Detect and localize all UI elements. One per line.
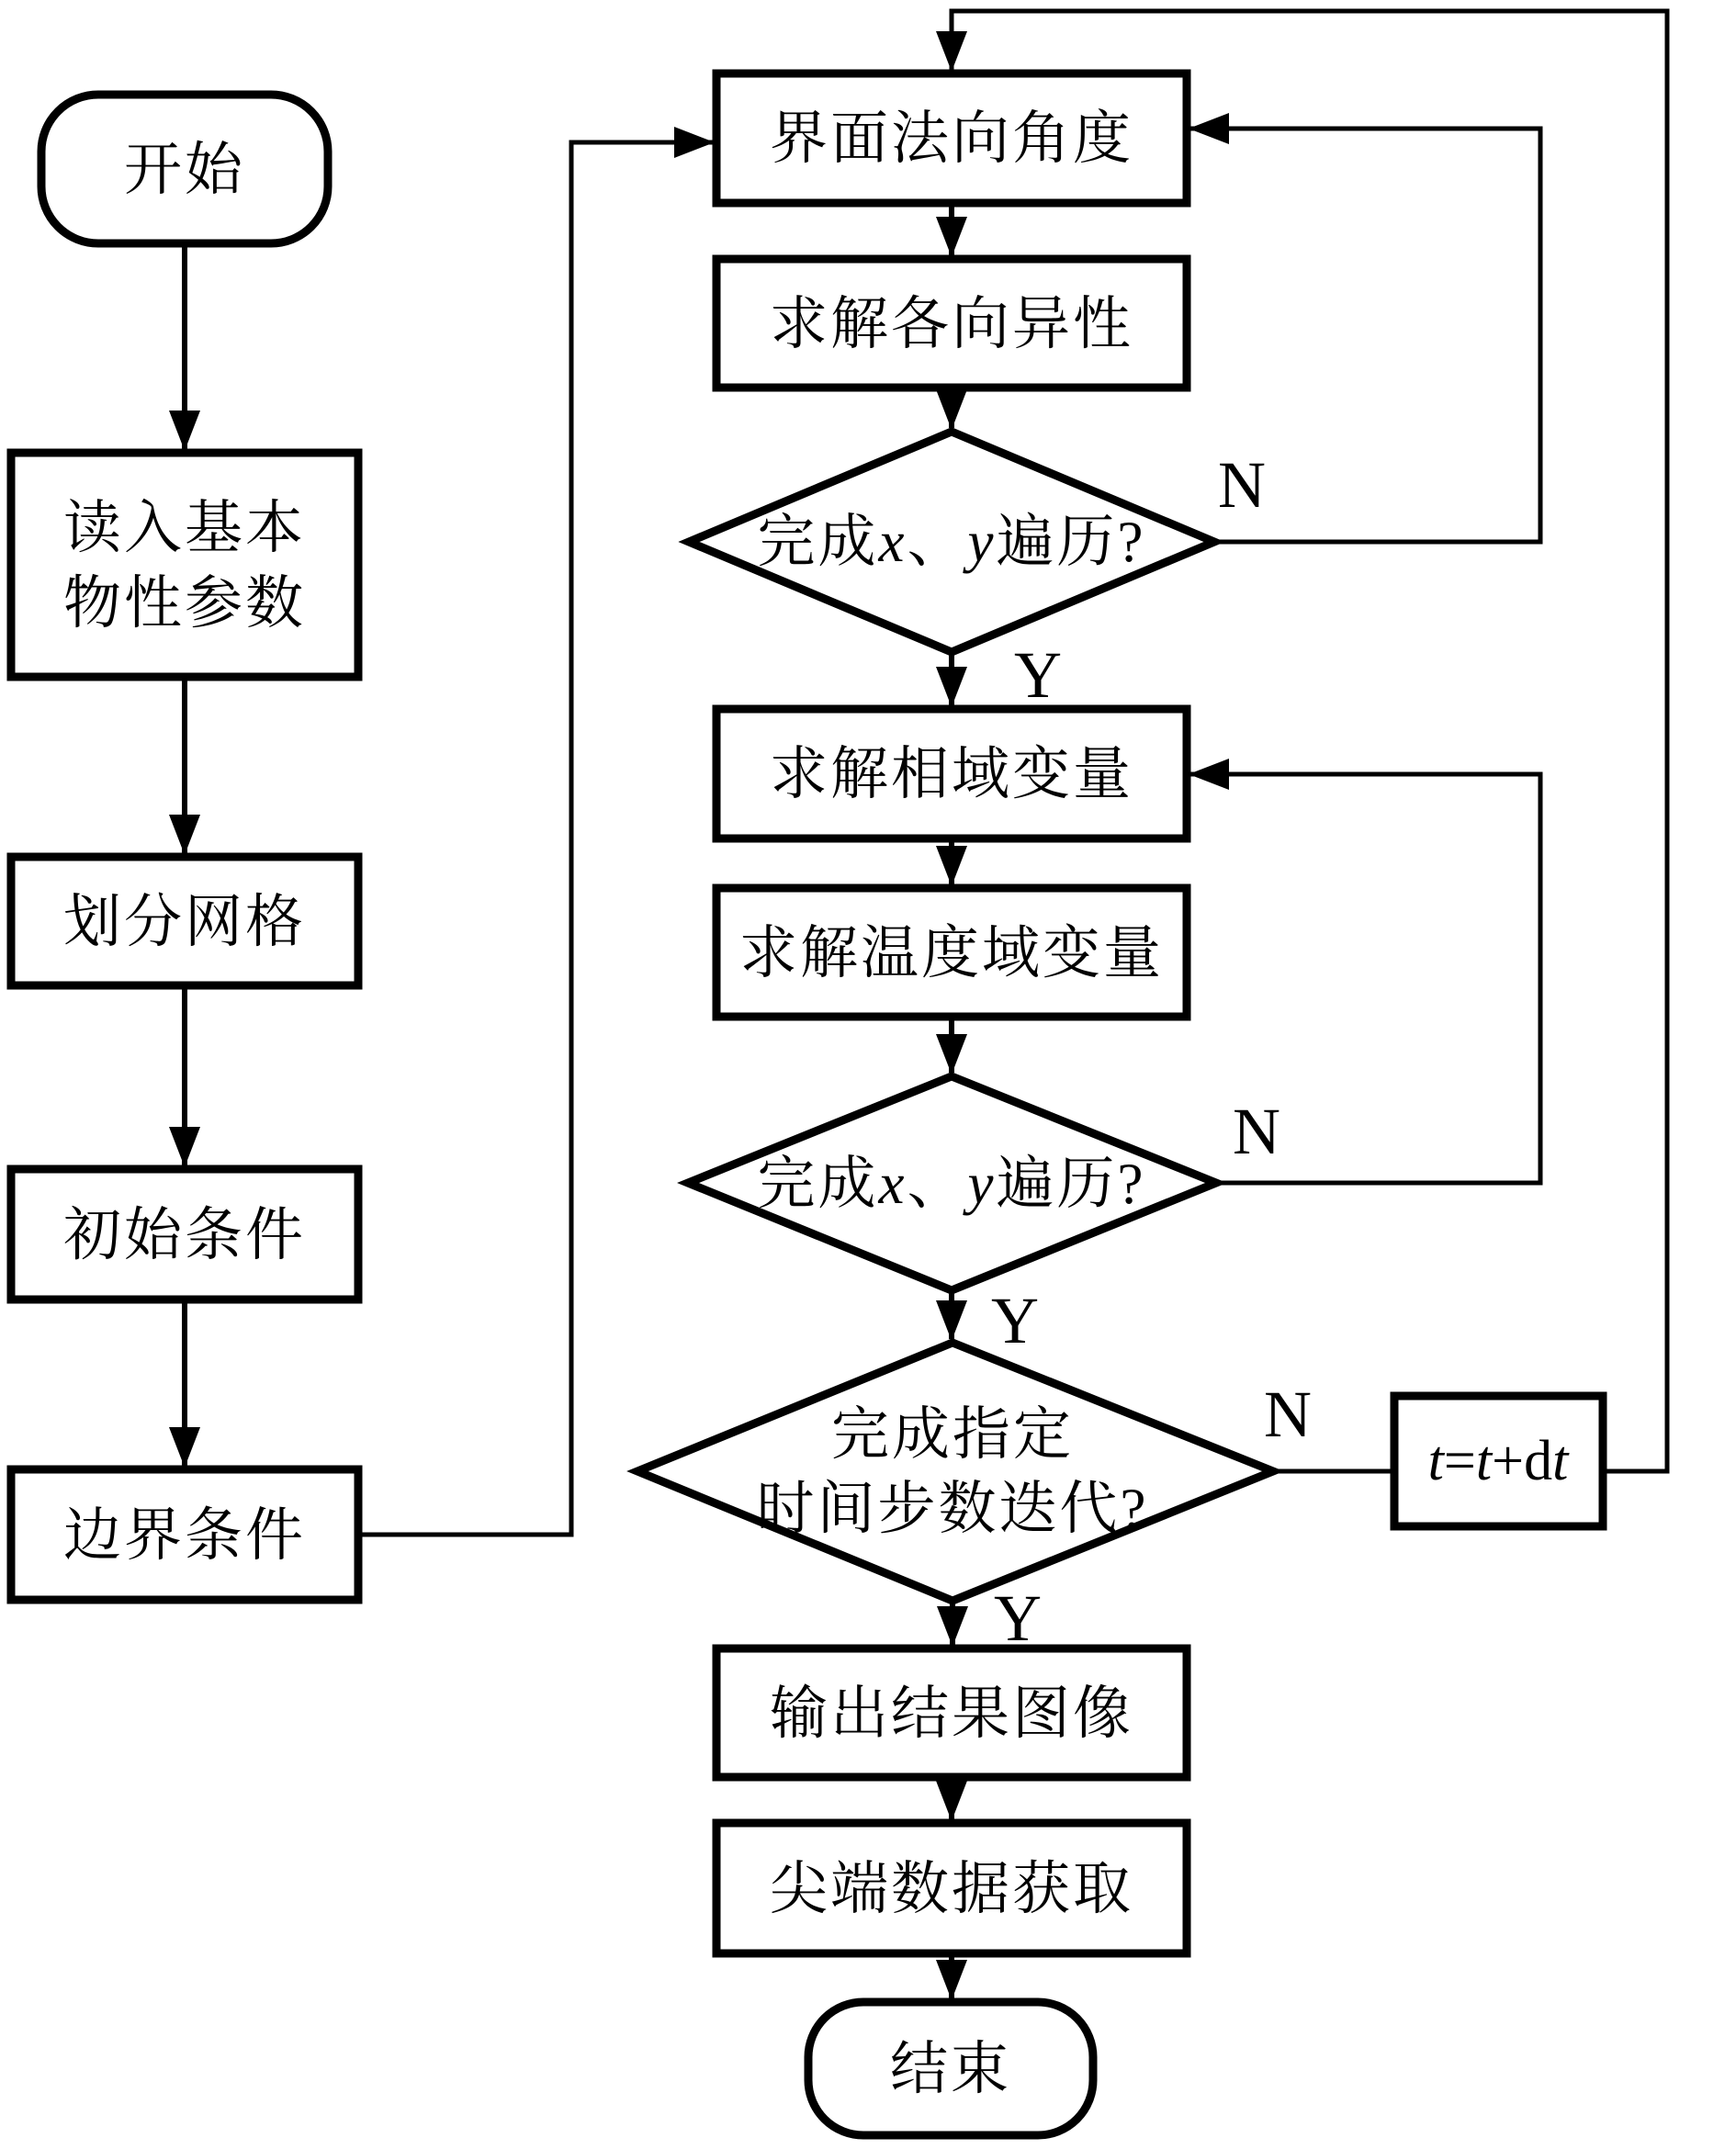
node-read-params — [11, 453, 358, 677]
label-yes-check-xy-1: Y — [1014, 638, 1062, 712]
start-label: 开始 — [124, 138, 245, 202]
decision-time-steps — [637, 1343, 1273, 1601]
label-no-check-time-steps: N — [1264, 1378, 1312, 1451]
label-yes-check-xy-2: Y — [991, 1284, 1039, 1357]
interface-normal-angle-label: 界面法向角度 — [770, 107, 1133, 171]
edge-boundary-to-normal-angle — [358, 142, 713, 1535]
label-no-check-xy-1: N — [1218, 448, 1266, 522]
decision-time-steps-label-line1: 完成指定 — [831, 1402, 1074, 1467]
read-params-label-line2: 物性参数 — [63, 571, 306, 636]
read-params-label-line1: 读入基本 — [63, 496, 306, 560]
mesh-label: 划分网格 — [63, 890, 306, 954]
solve-temperature-field-label: 求解温度域变量 — [739, 921, 1164, 985]
decision-time-steps-label-line2: 时间步数迭代? — [756, 1477, 1149, 1541]
initial-conditions-label: 初始条件 — [63, 1203, 306, 1267]
tip-data-label: 尖端数据获取 — [770, 1857, 1133, 1921]
label-no-check-xy-2: N — [1233, 1095, 1280, 1168]
solve-anisotropy-label: 求解各向异性 — [770, 292, 1133, 356]
decision-xy-traversal-2-label: 完成x、y遍历? — [757, 1152, 1146, 1216]
solve-phase-field-label: 求解相域变量 — [770, 742, 1133, 806]
label-yes-check-time-steps: Y — [994, 1581, 1042, 1655]
end-label: 结束 — [890, 2037, 1011, 2101]
boundary-conditions-label: 边界条件 — [63, 1503, 306, 1568]
decision-xy-traversal-1-label: 完成x、y遍历? — [757, 510, 1146, 574]
time-increment-label: t=t+dt — [1427, 1430, 1569, 1492]
output-images-label: 输出结果图像 — [770, 1682, 1133, 1746]
